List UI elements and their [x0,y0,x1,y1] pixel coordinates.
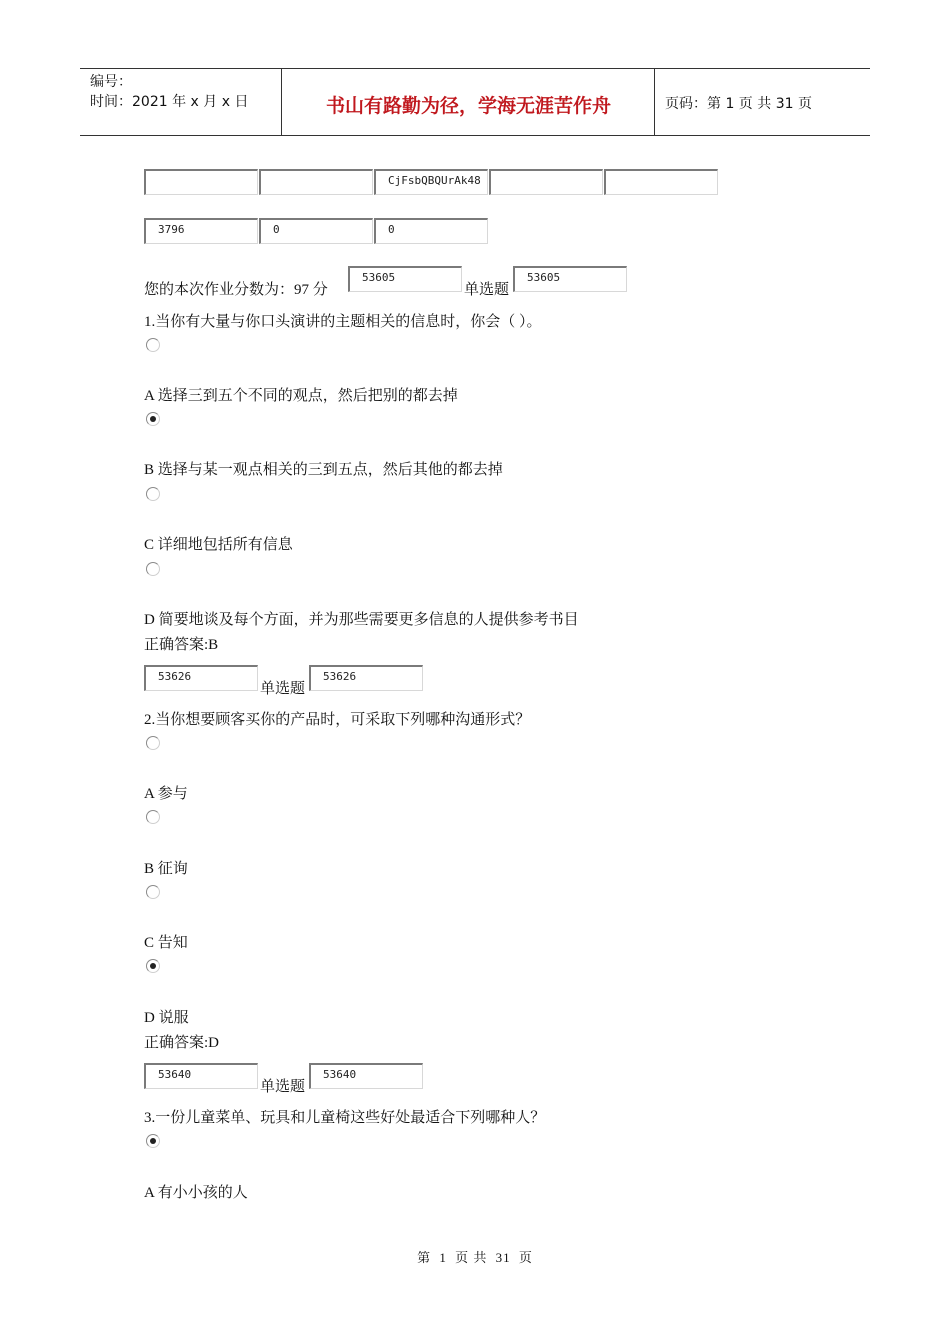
q1-option-d-radio[interactable] [146,562,160,576]
q1-option-b: B 选择与某一观点相关的三到五点，然后其他的都去掉 [144,462,503,478]
header-page-info: 页码：第 1 页 共 31 页 [665,96,812,112]
q1-option-d: D 简要地谈及每个方面，并为那些需要更多信息的人提供参考书目 [144,612,579,628]
hidden-field-1[interactable] [144,169,258,195]
q2-correct-answer: 正确答案:D [144,1035,220,1051]
header-meta [90,72,248,112]
score-label: 您的本次作业分数为：97 分 [144,282,328,298]
hidden-field-8[interactable]: 0 [374,218,488,244]
q2-option-d: D 说服 [144,1010,189,1026]
question-2-text: 2.当你想要顾客买你的产品时，可采取下列哪种沟通形式？ [144,712,531,728]
question-id-field-a[interactable]: 53605 [348,266,462,292]
footer-total-pages: 31 [495,1250,511,1265]
question-type-label: 单选题 [464,282,510,298]
q3-option-a: A 有小小孩的人 [144,1185,248,1201]
hidden-field-3[interactable]: CjFsbQBQUrAk48 [374,169,488,195]
q1-option-c: C 详细地包括所有信息 [144,537,293,553]
q3-option-a-radio[interactable] [146,1134,160,1148]
q2-option-c-radio[interactable] [146,885,160,899]
q2-type-label: 单选题 [260,681,306,697]
q2-option-b-radio[interactable] [146,810,160,824]
q3-id-field-b[interactable]: 53640 [309,1063,423,1089]
header-motto: 书山有路勤为径，学海无涯苦作舟 [325,95,611,117]
hidden-field-2[interactable] [259,169,373,195]
question-1-text: 1.当你有大量与你口头演讲的主题相关的信息时，你会（ ）。 [144,314,542,330]
q2-option-b: B 征询 [144,861,188,877]
hidden-field-6[interactable]: 3796 [144,218,258,244]
header-bottom-rule [80,135,870,136]
q2-option-a: A 参与 [144,786,188,802]
q2-id-field-b[interactable]: 53626 [309,665,423,691]
document-time-label: 时间：2021 年 x 月 x 日 [90,94,249,110]
q3-id-field-a[interactable]: 53640 [144,1063,258,1089]
hidden-field-5[interactable] [604,169,718,195]
q2-option-d-radio[interactable] [146,959,160,973]
question-id-field-b[interactable]: 53605 [513,266,627,292]
footer-pre: 第 [417,1250,432,1265]
q1-option-b-radio[interactable] [146,412,160,426]
footer-post: 页 [518,1250,533,1265]
q2-option-c: C 告知 [144,935,188,951]
q1-correct-answer: 正确答案:B [144,637,219,653]
q1-option-a: A 选择三到五个不同的观点，然后把别的都去掉 [144,388,458,404]
header-top-rule [80,68,870,69]
question-3-text: 3.一份儿童菜单、玩具和儿童椅这些好处最适合下列哪种人？ [144,1110,546,1126]
footer-current-page: 1 [439,1250,447,1265]
q1-option-a-radio[interactable] [146,338,160,352]
footer-mid: 页 共 [455,1250,488,1265]
q2-id-field-a[interactable]: 53626 [144,665,258,691]
page-footer [0,1247,950,1266]
q1-option-c-radio[interactable] [146,487,160,501]
hidden-field-7[interactable]: 0 [259,218,373,244]
hidden-field-4[interactable] [489,169,603,195]
q3-type-label: 单选题 [260,1079,306,1095]
q2-option-a-radio[interactable] [146,736,160,750]
document-number-label: 编号： [90,74,132,90]
